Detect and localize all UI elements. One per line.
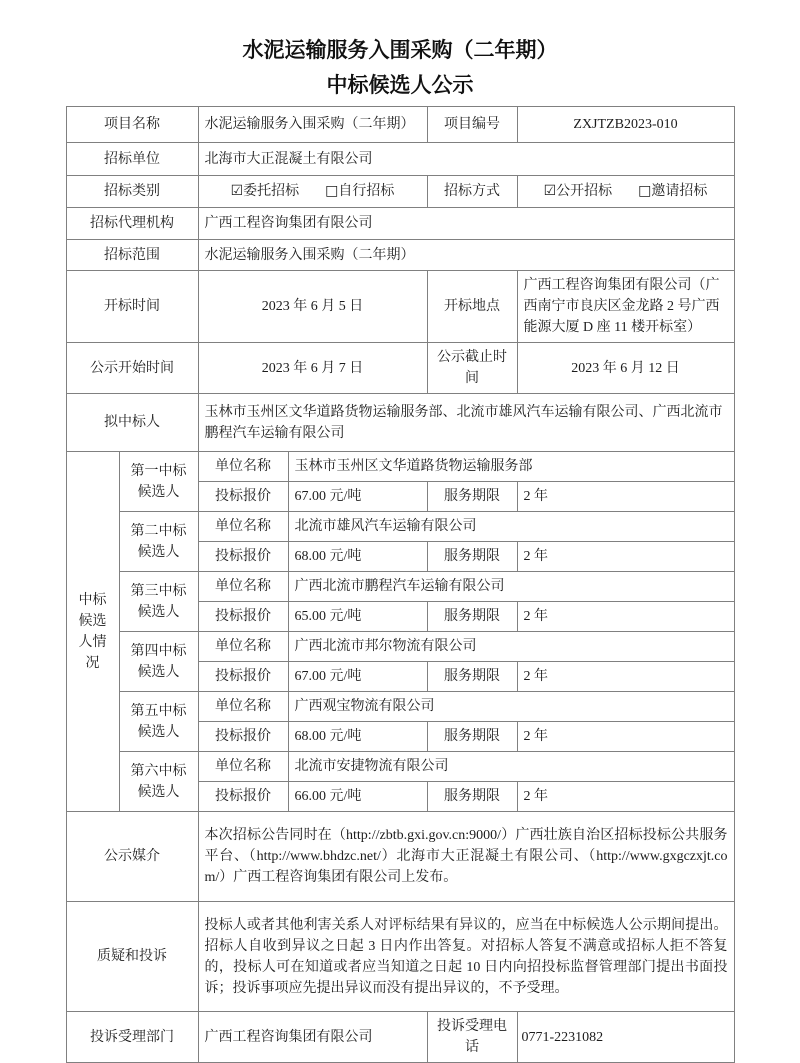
opening-time-value: 2023 年 6 月 5 日: [198, 271, 427, 343]
row-objection: [66, 902, 734, 1012]
category-label: 招标类别: [66, 176, 198, 208]
bid-price-label: 投标报价: [198, 782, 288, 812]
bid-price-label: 投标报价: [198, 542, 288, 572]
unit-name-label: 单位名称: [198, 752, 288, 782]
category-option-self: [325, 184, 394, 199]
tenderer-label: 招标单位: [66, 143, 198, 176]
row-tenderer: [66, 143, 734, 176]
unit-name-label: 单位名称: [198, 452, 288, 482]
method-option-open: [544, 184, 613, 199]
candidate-5-rank: 第五中标候选人: [119, 692, 198, 752]
candidate-4-bid-price: 67.00 元/吨: [288, 662, 427, 692]
bid-price-label: 投标报价: [198, 602, 288, 632]
media-text: 本次招标公告同时在（http://zbtb.gxi.gov.cn:9000/）广西壮族自治区招标投标公共服务平台、（http://www.bhdzc.net/）北海市大正混凝土有限公司、（http://www.gxgczxjt.com/）广西工程咨询集团有限公司上发布。: [198, 812, 734, 902]
page-title-line2: 中标候选人公示: [326, 73, 474, 97]
publicity-end-label: 公示截止时间: [427, 343, 517, 394]
agency-value: 广西工程咨询集团有限公司: [198, 208, 734, 240]
candidate-2-service-period: 2 年: [517, 542, 734, 572]
category-option-entrusted: [231, 184, 300, 199]
scope-label: 招标范围: [66, 240, 198, 271]
candidate-6-service-period: 2 年: [517, 782, 734, 812]
row-project: [66, 107, 734, 143]
proposed-winner-label: 拟中标人: [66, 394, 198, 452]
row-publicity-period: [66, 343, 734, 394]
candidate-5-service-period: 2 年: [517, 722, 734, 752]
publicity-end-value: 2023 年 6 月 12 日: [517, 343, 734, 394]
unit-name-label: 单位名称: [198, 512, 288, 542]
page-title-line1: 水泥运输服务入围采购（二年期）: [242, 38, 558, 62]
bid-price-label: 投标报价: [198, 722, 288, 752]
row-complaint: [66, 1012, 734, 1063]
tenderer-value: 北海市大正混凝土有限公司: [198, 143, 734, 176]
scope-value: 水泥运输服务入围采购（二年期）: [198, 240, 734, 271]
method-options: [517, 176, 734, 208]
candidate-2-rank: 第二中标候选人: [119, 512, 198, 572]
publicity-start-value: 2023 年 6 月 7 日: [198, 343, 427, 394]
candidate-5-bid-price: 68.00 元/吨: [288, 722, 427, 752]
service-period-label: 服务期限: [427, 602, 517, 632]
checkbox-checked-icon: ☑: [543, 183, 557, 199]
service-period-label: 服务期限: [427, 722, 517, 752]
candidate-4-service-period: 2 年: [517, 662, 734, 692]
candidate-2-name-row: [66, 512, 734, 542]
candidate-6-bid-price: 66.00 元/吨: [288, 782, 427, 812]
candidate-4-unit-name: 广西北流市邦尔物流有限公司: [288, 632, 734, 662]
candidate-2-bid-price: 68.00 元/吨: [288, 542, 427, 572]
method-label: 招标方式: [427, 176, 517, 208]
candidate-3-rank: 第三中标候选人: [119, 572, 198, 632]
unit-name-label: 单位名称: [198, 692, 288, 722]
checkbox-unchecked-icon: □: [325, 183, 339, 199]
candidate-3-bid-price: 65.00 元/吨: [288, 602, 427, 632]
opening-place-label: 开标地点: [427, 271, 517, 343]
row-agency: [66, 208, 734, 240]
complaint-phone-value: 0771-2231082: [517, 1012, 734, 1063]
publicity-start-label: 公示开始时间: [66, 343, 198, 394]
complaint-phone-label: 投诉受理电话: [427, 1012, 517, 1063]
candidate-3-unit-name: 广西北流市鹏程汽车运输有限公司: [288, 572, 734, 602]
checkbox-unchecked-icon: □: [638, 183, 652, 199]
row-scope: [66, 240, 734, 271]
candidate-6-unit-name: 北流市安捷物流有限公司: [288, 752, 734, 782]
unit-name-label: 单位名称: [198, 572, 288, 602]
candidate-3-service-period: 2 年: [517, 602, 734, 632]
category-option-entrusted-label: 委托招标: [243, 184, 300, 199]
category-option-self-label: 自行招标: [338, 184, 395, 199]
row-opening: [66, 271, 734, 343]
candidate-1-unit-name: 玉林市玉州区文华道路货物运输服务部: [288, 452, 734, 482]
service-period-label: 服务期限: [427, 662, 517, 692]
row-category-method: [66, 176, 734, 208]
row-proposed-winner: [66, 394, 734, 452]
opening-time-label: 开标时间: [66, 271, 198, 343]
service-period-label: 服务期限: [427, 482, 517, 512]
candidates-section-label: 中标候选人情况: [66, 452, 119, 812]
candidate-3-name-row: [66, 572, 734, 602]
media-label: 公示媒介: [66, 812, 198, 902]
candidate-1-name-row: [66, 452, 734, 482]
candidate-6-name-row: [66, 752, 734, 782]
category-options: [198, 176, 427, 208]
project-no-label: 项目编号: [427, 107, 517, 143]
proposed-winner-value: 玉林市玉州区文华道路货物运输服务部、北流市雄风汽车运输有限公司、广西北流市鹏程汽车运输有限公司: [198, 394, 734, 452]
candidate-4-name-row: [66, 632, 734, 662]
objection-text: 投标人或者其他利害关系人对评标结果有异议的，应当在中标候选人公示期间提出。招标人自收到异议之日起 3 日内作出答复。对招标人答复不满意或招标人拒不答复的，投标人可在知道或者应当知道之日起 10 日内向招投标监督管理部门提出书面投诉；投诉事项应先提出异议而没有提出异议的，不予受理。: [198, 902, 734, 1012]
agency-label: 招标代理机构: [66, 208, 198, 240]
objection-label: 质疑和投诉: [66, 902, 198, 1012]
service-period-label: 服务期限: [427, 542, 517, 572]
bid-publicity-table: [66, 106, 735, 1063]
candidate-4-rank: 第四中标候选人: [119, 632, 198, 692]
method-option-invite: [638, 184, 707, 199]
candidate-1-rank: 第一中标候选人: [119, 452, 198, 512]
project-no-value: ZXJTZB2023-010: [517, 107, 734, 143]
service-period-label: 服务期限: [427, 782, 517, 812]
method-option-open-label: 公开招标: [556, 184, 613, 199]
project-name-value: 水泥运输服务入围采购（二年期）: [198, 107, 427, 143]
method-option-invite-label: 邀请招标: [651, 184, 708, 199]
complaint-dept-label: 投诉受理部门: [66, 1012, 198, 1063]
opening-place-value: 广西工程咨询集团有限公司（广西南宁市良庆区金龙路 2 号广西能源大厦 D 座 11 楼开标室）: [517, 271, 734, 343]
candidate-5-name-row: [66, 692, 734, 722]
bid-price-label: 投标报价: [198, 662, 288, 692]
candidate-1-service-period: 2 年: [517, 482, 734, 512]
bid-price-label: 投标报价: [198, 482, 288, 512]
candidate-6-rank: 第六中标候选人: [119, 752, 198, 812]
checkbox-checked-icon: ☑: [230, 183, 244, 199]
unit-name-label: 单位名称: [198, 632, 288, 662]
candidate-1-bid-price: 67.00 元/吨: [288, 482, 427, 512]
candidate-5-unit-name: 广西观宝物流有限公司: [288, 692, 734, 722]
complaint-dept-value: 广西工程咨询集团有限公司: [198, 1012, 427, 1063]
project-name-label: 项目名称: [66, 107, 198, 143]
candidate-2-unit-name: 北流市雄风汽车运输有限公司: [288, 512, 734, 542]
row-media: [66, 812, 734, 902]
